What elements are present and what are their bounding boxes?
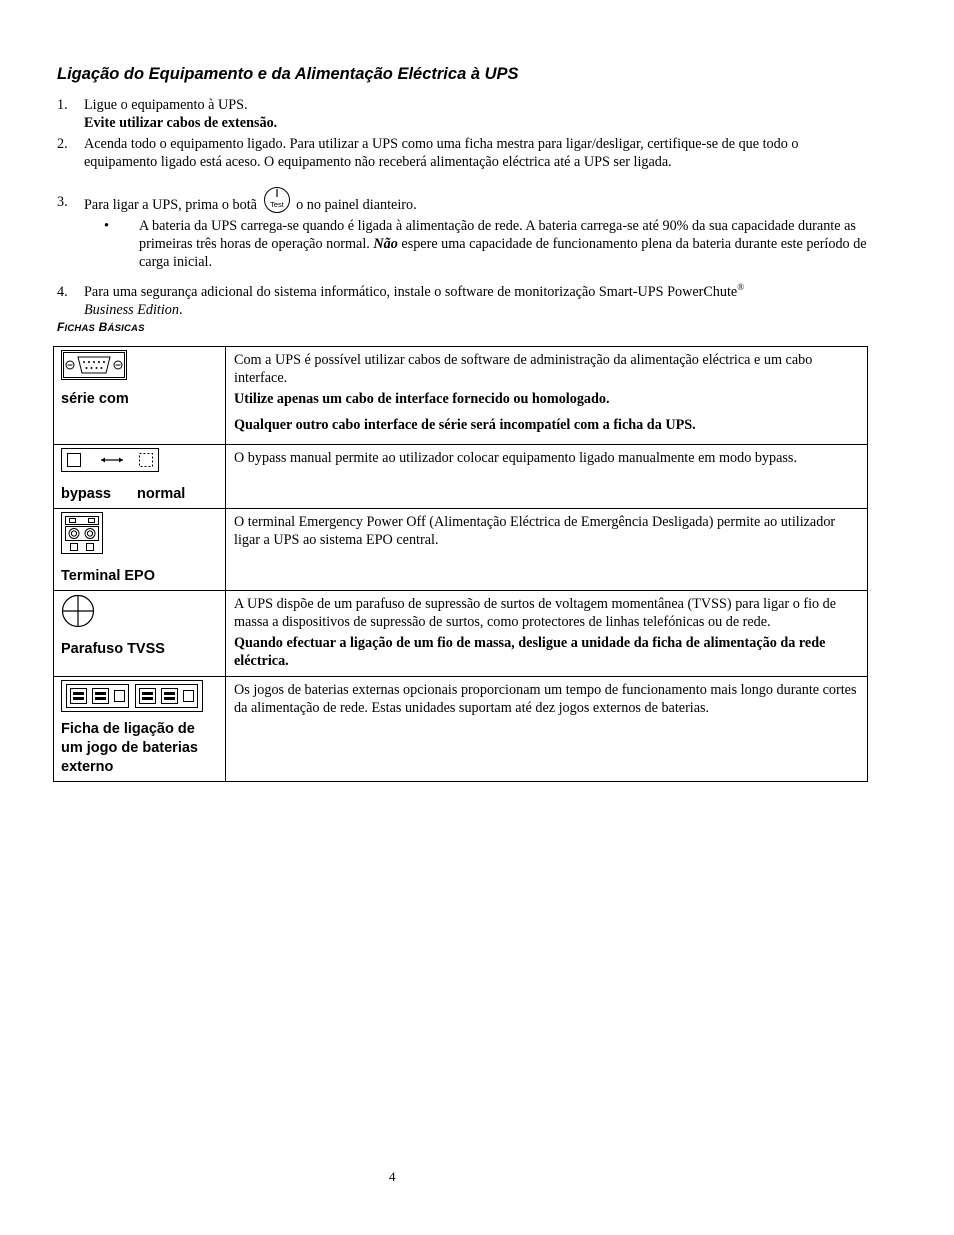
port-label-cell xyxy=(54,445,226,509)
bypass-label: bypass xyxy=(61,486,111,502)
svg-text:Test: Test xyxy=(269,200,284,209)
table-row xyxy=(54,591,868,677)
step-number: 4. xyxy=(57,284,68,300)
port-description: O bypass manual permite ao utilizador colocar equipamento ligado manualmente em modo bypass. xyxy=(234,450,798,466)
page-number: 4 xyxy=(389,1169,396,1184)
table-row xyxy=(54,677,868,782)
port-label-cell xyxy=(54,677,226,782)
step-number: 2. xyxy=(57,136,68,152)
step-text: Para uma segurança adicional do sistema informático, instale o software de monitorização Smart-UPS PowerChute xyxy=(84,284,738,300)
port-warning: Qualquer outro cabo interface de série será incompatíel com a ficha da UPS. xyxy=(234,417,696,433)
table-row xyxy=(54,509,868,591)
ports-table xyxy=(53,346,868,782)
step-3 xyxy=(57,185,867,271)
bypass-switch-icon xyxy=(61,448,159,472)
step-warning: Evite utilizar cabos de extensão. xyxy=(84,115,278,131)
step-text-end: o no painel dianteiro. xyxy=(296,197,417,213)
registered-mark: ® xyxy=(737,282,745,292)
port-warning: Quando efectuar a ligação de um fio de massa, desligue a unidade da ficha de alimentação da rede eléctrica. xyxy=(234,635,826,669)
port-description-cell xyxy=(226,677,868,782)
step-number: 3. xyxy=(57,194,68,210)
step-text: Acenda todo o equipamento ligado. Para utilizar a UPS como uma ficha mestra para ligar/desligar, certifique-se de que todo o equipamento ligado está aceso. O equipamento não receberá alimentação eléctrica até a UPS ser ligada. xyxy=(84,136,799,170)
steps-list xyxy=(57,96,867,319)
step-1 xyxy=(57,96,867,132)
serial-port-icon xyxy=(61,350,127,380)
normal-label: normal xyxy=(136,486,186,502)
subheading: FICHAS BÁSICAS xyxy=(57,320,145,334)
port-description: Com a UPS é possível utilizar cabos de software de administração da alimentação eléctrica e um cabo interface. xyxy=(234,352,813,386)
port-description: A UPS dispõe de um parafuso de supressão de surtos de voltagem momentânea (TVSS) para ligar o fio de massa a dispositivos de supressão de surtos, como protectores de linhas telefónicas ou de rede. xyxy=(234,596,837,630)
port-label: Terminal EPO xyxy=(61,568,156,584)
table-row xyxy=(54,347,868,445)
port-description: O terminal Emergency Power Off (Alimentação Eléctrica de Emergência Desligada) permite ao utilizador ligar a UPS ao sistema EPO central. xyxy=(234,514,836,548)
port-label-cell xyxy=(54,509,226,591)
port-label: Ficha de ligação de um jogo de baterias externo xyxy=(61,721,198,775)
product-edition: Business Edition xyxy=(84,302,179,318)
bullet-text-end: espere uma capacidade de funcionamento plena da bateria durante este período de carga inicial. xyxy=(139,236,867,270)
test-power-button-icon xyxy=(263,185,291,215)
bullet-text: A bateria da UPS carrega-se quando é ligada à alimentação de rede. A bateria carrega-se até 90% da sua capacidade durante as primeiras três horas de operação normal. xyxy=(139,218,856,252)
ground-screw-icon xyxy=(61,594,95,628)
port-description-cell xyxy=(226,445,868,509)
table-row xyxy=(54,445,868,509)
port-label-cell xyxy=(54,347,226,445)
battery-pack-connector-icon xyxy=(61,680,203,712)
port-note: Utilize apenas um cabo de interface fornecido ou homologado. xyxy=(234,391,610,407)
step-text: Para ligar a UPS, prima o botã xyxy=(84,197,257,213)
bullet-emphasis: Não xyxy=(373,236,398,252)
port-description-cell xyxy=(226,591,868,677)
bullet-item: • A bateria da UPS carrega-se quando é ligada à alimentação de rede. A bateria carrega-se até 90% da sua capacidade durante as primeiras três horas de operação normal. Não espere uma capacidade de funcionamento plena da bateria durante este período de carga inicial. xyxy=(104,218,867,270)
port-label-cell xyxy=(54,591,226,677)
port-description-cell xyxy=(226,347,868,445)
step-2 xyxy=(57,135,867,171)
bypass-labels xyxy=(61,485,218,504)
step-text: Ligue o equipamento à UPS. xyxy=(84,97,248,113)
section-heading: Ligação do Equipamento e da Alimentação Eléctrica à UPS xyxy=(57,65,519,83)
port-description-cell xyxy=(226,509,868,591)
step-4: 4. Para uma segurança adicional do sistema informático, instale o software de monitorização Smart-UPS PowerChute® Business Edition. xyxy=(57,282,745,318)
port-label: Parafuso TVSS xyxy=(61,641,165,657)
port-description: Os jogos de baterias externas opcionais proporcionam um tempo de funcionamento mais longo durante cortes da alimentação de rede. Estas unidades suportam até dez jogos externos de baterias. xyxy=(234,682,857,716)
port-label: série com xyxy=(61,391,129,407)
epo-terminal-icon xyxy=(61,512,103,554)
step-number: 1. xyxy=(57,97,68,113)
